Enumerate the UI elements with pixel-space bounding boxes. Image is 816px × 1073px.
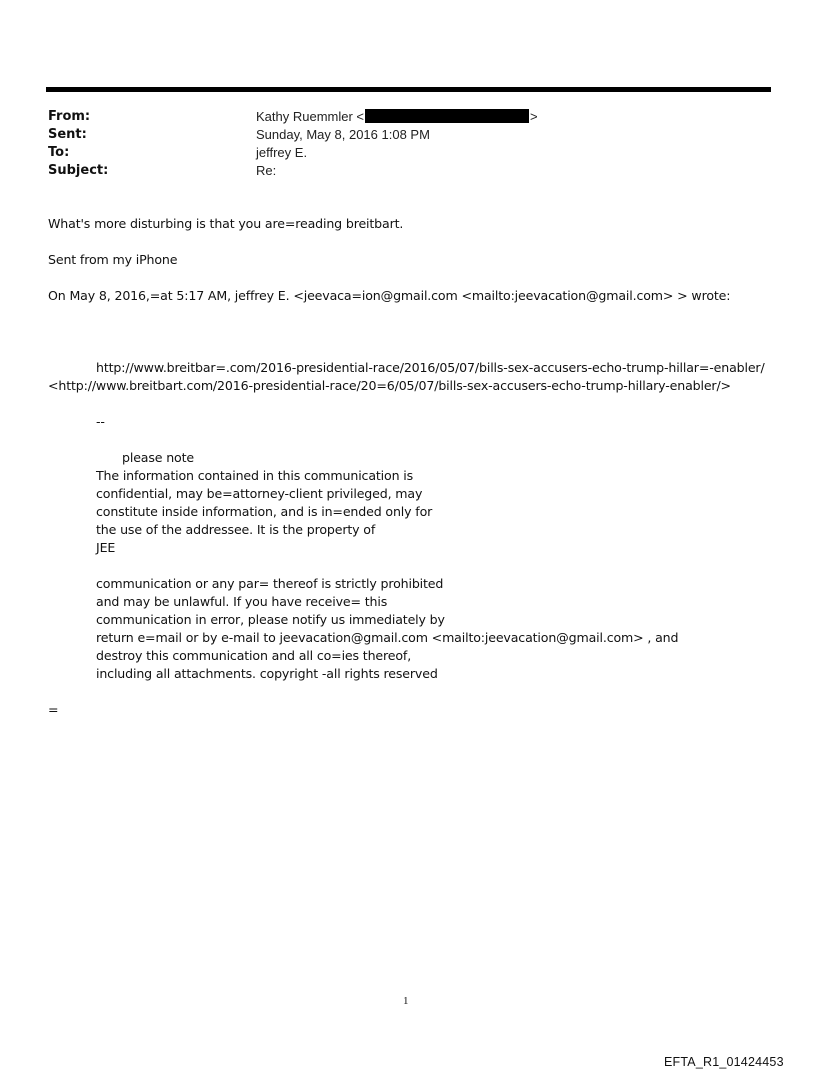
disclaimer-line: JEE bbox=[96, 540, 116, 555]
to-value: jeffrey E. bbox=[256, 145, 308, 160]
disclaimer-line: communication or any par= thereof is strictly prohibited bbox=[96, 576, 444, 591]
sender-close: > bbox=[530, 109, 538, 124]
sent-label: Sent: bbox=[48, 127, 87, 142]
from-value bbox=[256, 108, 538, 126]
disclaimer-line: destroy this communication and all co=ies thereof, bbox=[96, 648, 412, 663]
redaction-box bbox=[365, 109, 529, 123]
disclaimer-line: return e=mail or by e-mail to jeevacation@gmail.com <mailto:jeevacation@gmail.com> , and bbox=[96, 630, 679, 645]
signature-separator: -- bbox=[96, 414, 105, 429]
disclaimer-line: and may be unlawful. If you have receive= this bbox=[96, 594, 388, 609]
signature: Sent from my iPhone bbox=[48, 252, 178, 267]
page-number: 1 bbox=[403, 995, 409, 1007]
disclaimer-line: constitute inside information, and is in=ended only for bbox=[96, 504, 433, 519]
reply-text: What's more disturbing is that you are=reading breitbart. bbox=[48, 216, 404, 231]
from-label: From: bbox=[48, 109, 91, 124]
subject-value: Re: bbox=[256, 163, 277, 178]
quoted-link-angle[interactable]: <http://www.breitbart.com/2016-presidential-race/20=6/05/07/bills-sex-accusers-echo-trump-hillary-enabler/> bbox=[48, 378, 731, 393]
quoted-link[interactable]: http://www.breitbar=.com/2016-presidential-race/2016/05/07/bills-sex-accusers-echo-trump-hillar=-enabler/ bbox=[96, 360, 765, 375]
to-label: To: bbox=[48, 145, 70, 160]
disclaimer-line: confidential, may be=attorney-client privileged, may bbox=[96, 486, 423, 501]
disclaimer-line: including all attachments. copyright -all rights reserved bbox=[96, 666, 438, 681]
sent-value: Sunday, May 8, 2016 1:08 PM bbox=[256, 127, 430, 142]
disclaimer-line: the use of the addressee. It is the property of bbox=[96, 522, 376, 537]
document-id: EFTA_R1_01424453 bbox=[664, 1055, 784, 1069]
header-divider bbox=[46, 87, 771, 92]
note-heading: please note bbox=[122, 450, 194, 465]
disclaimer-line: communication in error, please notify us immediately by bbox=[96, 612, 445, 627]
sender-name: Kathy Ruemmler < bbox=[256, 109, 365, 124]
trailing-marker: = bbox=[48, 702, 59, 717]
quote-attribution: On May 8, 2016,=at 5:17 AM, jeffrey E. <jeevaca=ion@gmail.com <mailto:jeevacation@gmail.com> > wrote: bbox=[48, 288, 731, 303]
subject-label: Subject: bbox=[48, 163, 109, 178]
disclaimer-line: The information contained in this communication is bbox=[96, 468, 414, 483]
